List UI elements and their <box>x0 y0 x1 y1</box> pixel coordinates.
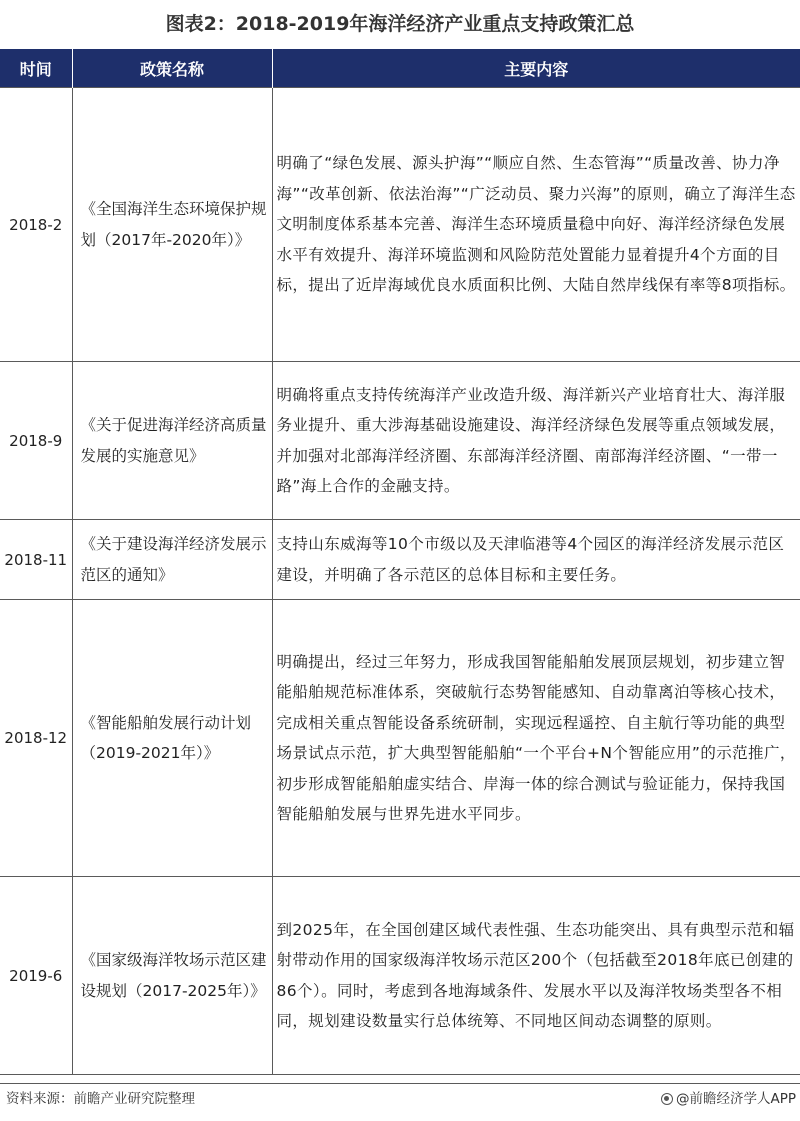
column-header-main-content: 主要内容 <box>272 49 800 88</box>
policy-table <box>0 49 800 1075</box>
time-cell: 2019-6 <box>0 877 72 1075</box>
policy-name-cell: 《国家级海洋牧场示范区建设规划（2017-2025年）》 <box>72 877 272 1075</box>
time-cell: 2018-12 <box>0 600 72 877</box>
source-note: 资料来源：前瞻产业研究院整理 <box>6 1091 195 1107</box>
footer <box>0 1083 800 1114</box>
brand-label: @前瞻经济学人APP <box>675 1091 796 1107</box>
policy-name-cell: 《智能船舶发展行动计划（2019-2021年）》 <box>72 600 272 877</box>
policy-name-cell: 《全国海洋生态环境保护规划（2017年-2020年）》 <box>72 88 272 362</box>
time-cell: 2018-9 <box>0 362 72 520</box>
content-cell: 支持山东威海等10个市级以及天津临港等4个园区的海洋经济发展示范区建设，并明确了各示范区的总体目标和主要任务。 <box>272 520 800 600</box>
time-cell: 2018-2 <box>0 88 72 362</box>
table-row <box>0 88 800 362</box>
content-cell: 到2025年，在全国创建区域代表性强、生态功能突出、具有典型示范和辐射带动作用的国家级海洋牧场示范区200个（包括截至2018年底已创建的86个）。同时，考虑到各地海域条件、发展水平以及海洋牧场类型各不相同，规划建设数量实行总体统筹、不同地区间动态调整的原则。 <box>272 877 800 1075</box>
column-header-policy-name: 政策名称 <box>72 49 272 88</box>
time-cell: 2018-11 <box>0 520 72 600</box>
brand-credit <box>661 1084 796 1114</box>
page-title: 图表2：2018-2019年海洋经济产业重点支持政策汇总 <box>165 13 635 35</box>
content-cell: 明确了“绿色发展、源头护海”“顺应自然、生态管海”“质量改善、协力净海”“改革创新、依法治海”“广泛动员、聚力兴海”的原则，确立了海洋生态文明制度体系基本完善、海洋生态环境质量稳中向好、海洋经济绿色发展水平有效提升、海洋环境监测和风险防范处置能力显着提升4个方面的目标，提出了近岸海域优良水质面积比例、大陆自然岸线保有率等8项指标。 <box>272 88 800 362</box>
content-cell: 明确提出，经过三年努力，形成我国智能船舶发展顶层规划，初步建立智能船舶规范标准体系，突破航行态势智能感知、自动靠离泊等核心技术，完成相关重点智能设备系统研制，实现远程遥控、自主航行等功能的典型场景试点示范，扩大典型智能船舶“一个平台+N个智能应用”的示范推广，初步形成智能船舶虚实结合、岸海一体的综合测试与验证能力，保持我国智能船舶发展与世界先进水平同步。 <box>272 600 800 877</box>
policy-name-cell: 《关于建设海洋经济发展示范区的通知》 <box>72 520 272 600</box>
table-header-row <box>0 49 800 88</box>
content-cell: 明确将重点支持传统海洋产业改造升级、海洋新兴产业培育壮大、海洋服务业提升、重大涉海基础设施建设、海洋经济绿色发展等重点领域发展，并加强对北部海洋经济圈、东部海洋经济圈、南部海洋经济圈、“一带一路”海上合作的金融支持。 <box>272 362 800 520</box>
policy-name-cell: 《关于促进海洋经济高质量发展的实施意见》 <box>72 362 272 520</box>
circle-logo-icon <box>661 1093 673 1105</box>
table-row <box>0 600 800 877</box>
table-row <box>0 877 800 1075</box>
table-row <box>0 362 800 520</box>
table-row <box>0 520 800 600</box>
column-header-time: 时间 <box>0 49 72 88</box>
